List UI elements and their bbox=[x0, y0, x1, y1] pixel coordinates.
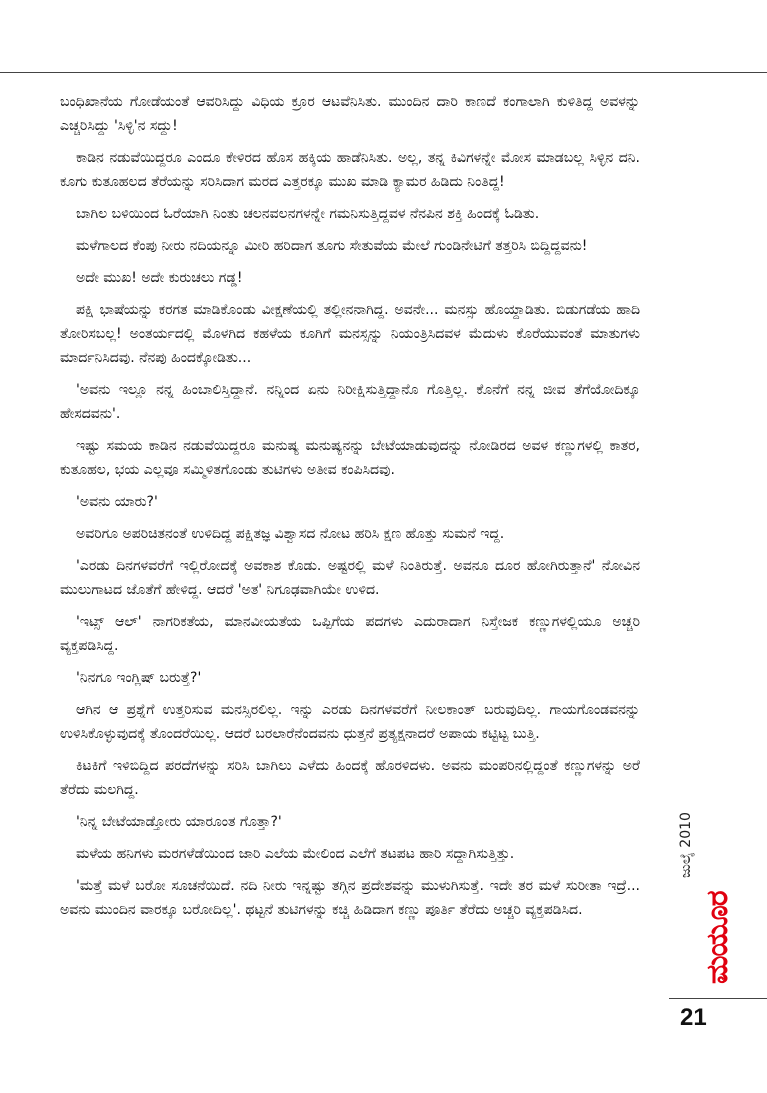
paragraph: ಆಗಿನ ಆ ಪ್ರಶ್ನೆಗೆ ಉತ್ತರಿಸುವ ಮನಸ್ಸಿರಲಿಲ್ಲ. ಇನ್ನು ಎರಡು ದಿನಗಳವರೆಗೆ ನೀಲಕಾಂತ್ ಬರುವುದಿಲ್ಲ. ಗಾಯಗೊಂಡವನನ್ನು ಉಳಿಸಿಕೊಳ್ಳುವುದಕ್ಕೆ ತೊಂದರೆಯಿಲ್ಲ. ಆದರೆ ಬರಲಾರೆನೆಂದವನು ಧುತ್ತನೆ ಪ್ರತ್ಯಕ್ಷನಾದರೆ ಅಪಾಯ ಕಟ್ಟಿಟ್ಟ ಬುತ್ತಿ. bbox=[60, 702, 640, 742]
top-rule bbox=[0, 72, 767, 73]
paragraph: ಮಳೆಗಾಲದ ಕೆಂಪು ನೀರು ನದಿಯನ್ನೂ ಮೀರಿ ಹರಿದಾಗ ತೂಗು ಸೇತುವೆಯ ಮೇಲೆ ಗುಂಡಿನೇಟಿಗೆ ತತ್ತರಿಸಿ ಬಿದ್ದಿದ್ದವನು! bbox=[76, 238, 588, 254]
paragraph: 'ಅವನು ಯಾರು?' bbox=[76, 494, 158, 510]
paragraph: 'ನಿನ್ನ ಬೇಟೆಯಾಡ್ತೋರು ಯಾರೂಂತ ಗೊತ್ತಾ?' bbox=[76, 814, 282, 830]
paragraph: ಬಾಗಿಲ ಬಳಿಯಿಂದ ಓರೆಯಾಗಿ ನಿಂತು ಚಲನವಲನಗಳನ್ನೇ ಗಮನಿಸುತ್ತಿದ್ದವಳ ನೆನಪಿನ ಶಕ್ತಿ ಹಿಂದಕ್ಕೆ ಓಡಿತು. bbox=[76, 206, 540, 222]
paragraph: ಅವರಿಗೂ ಅಪರಿಚಿತನಂತೆ ಉಳಿದಿದ್ದ ಪಕ್ಷಿತಜ್ಞ ವಿಶ್ವಾಸದ ನೋಟ ಹರಿಸಿ ಕ್ಷಣ ಹೊತ್ತು ಸುಮನೆ ಇದ್ದ. bbox=[76, 526, 505, 542]
page-number: 21 bbox=[680, 1004, 707, 1031]
paragraph: ಮಳೆಯ ಹನಿಗಳು ಮರಗಳೆಡೆಯಿಂದ ಜಾರಿ ಎಲೆಯ ಮೇಲಿಂದ ಎಲೆಗೆ ತಟಪಟ ಹಾರಿ ಸದ್ದಾಗಿಸುತ್ತಿತ್ತು. bbox=[76, 846, 515, 862]
paragraph: 'ಮತ್ತೆ ಮಳೆ ಬರೋ ಸೂಚನೆಯಿದೆ. ನದಿ ನೀರು ಇನ್ನಷ್ಟು ತಗ್ಗಿನ ಪ್ರದೇಶವನ್ನು ಮುಳುಗಿಸುತ್ತೆ. ಇದೇ ತರ ಮಳೆ ಸುರೀತಾ ಇದ್ರೆ... ಅವನು ಮುಂದಿನ ವಾರಕ್ಕೂ ಬರೋದಿಲ್ಲ'. ಥಟ್ಟನೆ ತುಟಿಗಳನ್ನು ಕಚ್ಚಿ ಹಿಡಿದಾಗ ಕಣ್ಣು ಪೂರ್ತಿ ತೆರೆದು ಅಚ್ಚರಿ ವ್ಯಕ್ತಪಡಿಸಿದ. bbox=[60, 878, 640, 918]
article-body bbox=[60, 90, 640, 930]
issue-date: ಜುಲೈ 2010 bbox=[678, 812, 694, 878]
paragraph: ಕಾಡಿನ ನಡುವೆಯಿದ್ದರೂ ಎಂದೂ ಕೇಳಿರದ ಹೊಸ ಹಕ್ಕಿಯ ಹಾಡೆನಿಸಿತು. ಅಲ್ಲ, ತನ್ನ ಕಿವಿಗಳನ್ನೇ ಮೋಸ ಮಾಡಬಲ್ಲ ಸಿಳ್ಳಿನ ದನಿ. ಕೂಗು ಕುತೂಹಲದ ತೆರೆಯನ್ನು ಸರಿಸಿದಾಗ ಮರದ ಎತ್ತರಕ್ಕೂ ಮುಖ ಮಾಡಿ ಕ್ಯಾಮರ ಹಿಡಿದು ನಿಂತಿದ್ದ! bbox=[60, 150, 640, 190]
paragraph: 'ಎರಡು ದಿನಗಳವರೆಗೆ ಇಲ್ಲಿರೋದಕ್ಕೆ ಅವಕಾಶ ಕೊಡು. ಅಷ್ಟರಲ್ಲಿ ಮಳೆ ನಿಂತಿರುತ್ತೆ. ಅವನೂ ದೂರ ಹೋಗಿರುತ್ತಾನೆ' ನೋವಿನ ಮುಲುಗಾಟದ ಜೊತೆಗೆ ಹೇಳಿದ್ದ. ಆದರೆ 'ಅತ' ನಿಗೂಢವಾಗಿಯೇ ಉಳಿದ. bbox=[60, 558, 640, 598]
page-number-rule bbox=[669, 998, 767, 999]
paragraph: ಪಕ್ಷಿ ಭಾಷೆಯನ್ನು ಕರಗತ ಮಾಡಿಕೊಂಡು ವೀಕ್ಷಣೆಯಲ್ಲಿ ತಲ್ಲೀನನಾಗಿದ್ದ. ಅವನೇ... ಮನಸ್ಸು ಹೊಯ್ದಾಡಿತು. ಬಿಡುಗಡೆಯ ಹಾದಿ ತೋರಿಸಬಲ್ಲ! ಅಂತರ್ಯದಲ್ಲಿ ಮೊಳಗಿದ ಕಹಳೆಯ ಕೂಗಿಗೆ ಮನಸ್ಸನ್ನು ನಿಯಂತ್ರಿಸಿದವಳ ಮೆದುಳು ಕೊರೆಯುವಂತೆ ಮಾತುಗಳು ಮಾರ್ದನಿಸಿದವು. ನೆನಪು ಹಿಂದಕ್ಕೋಡಿತು... bbox=[60, 302, 640, 366]
paragraph: 'ಅವನು ಇಲ್ಲೂ ನನ್ನ ಹಿಂಬಾಲಿಸ್ತಿದ್ದಾನೆ. ನನ್ನಿಂದ ಏನು ನಿರೀಕ್ಷಿಸುತ್ತಿದ್ದಾನೊ ಗೊತ್ತಿಲ್ಲ. ಕೊನೆಗೆ ನನ್ನ ಜೀವ ತೆಗೆಯೋದಿಕ್ಕೂ ಹೇಸದವನು'. bbox=[60, 382, 640, 422]
paragraph: 'ಇಟ್ಸ್ ಆಲ್' ನಾಗರಿಕತೆಯ, ಮಾನವೀಯತೆಯ ಒಪ್ಪಿಗೆಯ ಪದಗಳು ಎದುರಾದಾಗ ನಿಸ್ತೇಜಕ ಕಣ್ಣುಗಳಲ್ಲಿಯೂ ಅಚ್ಚರಿ ವ್ಯಕ್ತಪಡಿಸಿದ್ದ. bbox=[60, 614, 640, 654]
paragraph: ಅದೇ ಮುಖ! ಅದೇ ಕುರುಚಲು ಗಡ್ಡ! bbox=[76, 270, 243, 286]
paragraph: ಕಿಟಕಿಗೆ ಇಳಿಬಿದ್ದಿದ ಪರದೆಗಳನ್ನು ಸರಿಸಿ ಬಾಗಿಲು ಎಳೆದು ಹಿಂದಕ್ಕೆ ಹೊರಳಿದಳು. ಅವನು ಮಂಪರಿನಲ್ಲಿದ್ದಂತೆ ಕಣ್ಣುಗಳನ್ನು ಅರೆ ತೆರೆದು ಮಲಗಿದ್ದ. bbox=[60, 758, 640, 798]
paragraph: 'ನಿನಗೂ ಇಂಗ್ಲಿಷ್ ಬರುತ್ತೆ?' bbox=[76, 670, 202, 686]
paragraph: ಬಂಧಿಖಾನೆಯ ಗೋಡೆಯಂತೆ ಆವರಿಸಿದ್ದು ವಿಧಿಯ ಕ್ರೂರ ಆಟವೆನಿಸಿತು. ಮುಂದಿನ ದಾರಿ ಕಾಣದೆ ಕಂಗಾಲಾಗಿ ಕುಳಿತಿದ್ದ ಅವಳನ್ನು ಎಚ್ಚರಿಸಿದ್ದು 'ಸಿಳ್ಳಿ'ನ ಸದ್ದು! bbox=[60, 94, 640, 134]
paragraph: ಇಷ್ಟು ಸಮಯ ಕಾಡಿನ ನಡುವೆಯಿದ್ದರೂ ಮನುಷ್ಯ ಮನುಷ್ಯನನ್ನು ಬೇಟೆಯಾಡುವುದನ್ನು ನೋಡಿರದ ಅವಳ ಕಣ್ಣುಗಳಲ್ಲಿ ಕಾತರ, ಕುತೂಹಲ, ಭಯ ಎಲ್ಲವೂ ಸಮ್ಮಿಳಿತಗೊಂಡು ತುಟಿಗಳು ಅತೀವ ಕಂಪಿಸಿದವು. bbox=[60, 438, 640, 478]
magazine-name: ಮಯೂರ bbox=[700, 891, 735, 984]
